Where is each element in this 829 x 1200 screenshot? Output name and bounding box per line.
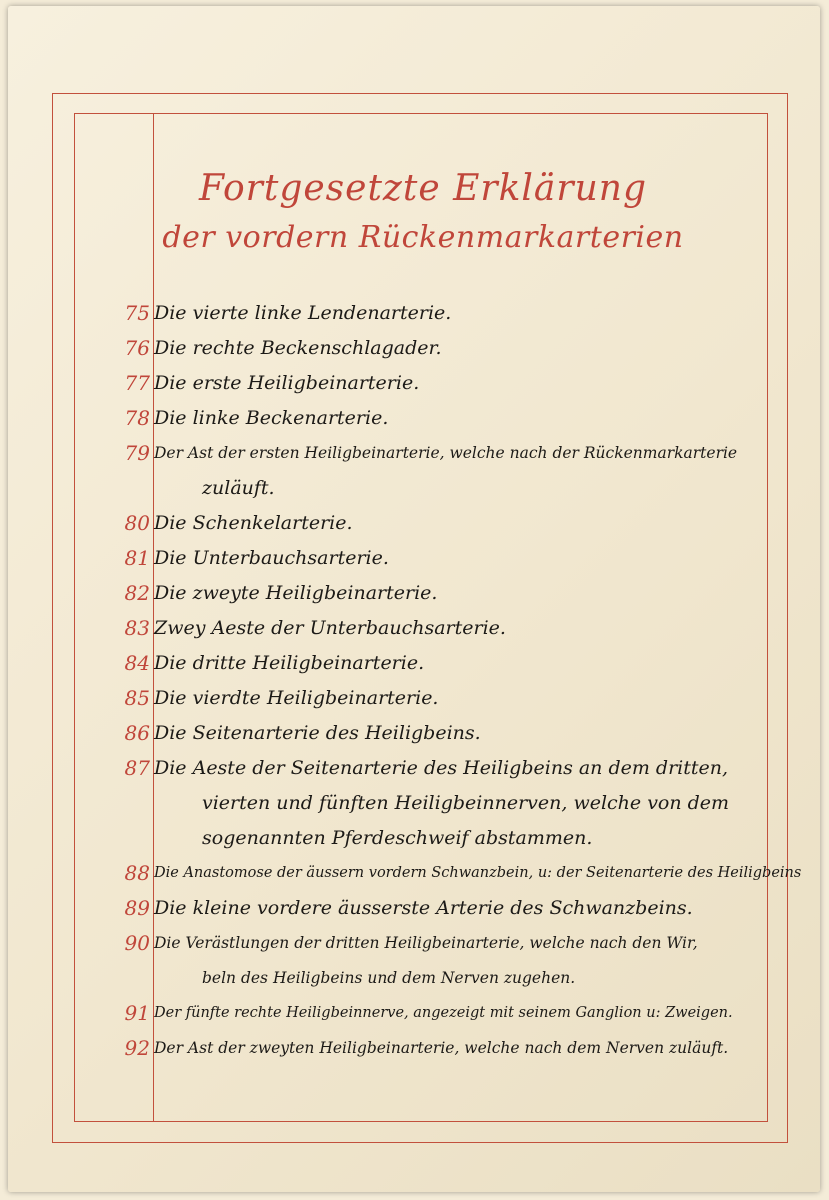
entry-text: Die rechte Beckenschlagader. bbox=[154, 337, 442, 359]
list-item bbox=[110, 401, 770, 436]
entry-text-continued: vierten und fünften Heiligbeinnerven, welche von dem bbox=[202, 792, 730, 814]
entry-text: Die Verästlungen der dritten Heiligbeinarterie, welche nach den Wir, bbox=[154, 934, 698, 952]
entry-number: 76 bbox=[124, 336, 150, 360]
list-item bbox=[110, 296, 770, 331]
list-item bbox=[110, 611, 770, 646]
entry-text-continued: sogenannten Pferdeschweif abstammen. bbox=[202, 827, 593, 849]
list-item bbox=[110, 751, 770, 856]
list-item bbox=[110, 856, 802, 891]
list-item bbox=[110, 331, 770, 366]
entry-text: Die dritte Heiligbeinarterie. bbox=[154, 652, 425, 674]
list-item bbox=[110, 926, 770, 996]
entry-number: 75 bbox=[124, 301, 150, 325]
entry-number: 87 bbox=[124, 756, 150, 780]
entry-text: Die Seitenarterie des Heiligbeins. bbox=[154, 722, 481, 744]
manuscript-page bbox=[8, 6, 820, 1192]
page-title: Fortgesetzte Erklärung bbox=[198, 168, 648, 209]
list-item bbox=[110, 646, 770, 681]
list-item bbox=[110, 1031, 770, 1066]
list-item bbox=[110, 576, 770, 611]
entry-number: 81 bbox=[124, 546, 150, 570]
entry-text: Die zweyte Heiligbeinarterie. bbox=[154, 582, 438, 604]
entry-text: Die erste Heiligbeinarterie. bbox=[154, 372, 420, 394]
entry-text: Die Aeste der Seitenarterie des Heiligbeins an dem dritten, bbox=[154, 757, 729, 779]
list-item bbox=[110, 366, 770, 401]
list-item bbox=[110, 996, 770, 1031]
list-item bbox=[110, 716, 770, 751]
entry-number: 77 bbox=[124, 371, 150, 395]
list-item bbox=[110, 506, 770, 541]
entry-text-continued: beln des Heiligbeins und dem Nerven zugehen. bbox=[202, 969, 576, 987]
entry-number: 78 bbox=[124, 406, 150, 430]
entry-text: Die Anastomose der äussern vordern Schwanzbein, u: der Seitenarterie des Heiligbeins bbox=[154, 865, 802, 881]
entry-number: 83 bbox=[124, 616, 150, 640]
entry-text-continued: zuläuft. bbox=[202, 477, 275, 499]
entry-number: 91 bbox=[124, 1001, 150, 1025]
entry-text: Die Schenkelarterie. bbox=[154, 512, 353, 534]
entry-text: Der fünfte rechte Heiligbeinnerve, angezeigt mit seinem Ganglion u: Zweigen. bbox=[154, 1005, 733, 1021]
entry-number: 88 bbox=[124, 861, 150, 885]
entry-text: Zwey Aeste der Unterbauchsarterie. bbox=[154, 617, 506, 639]
entry-text: Die vierte linke Lendenarterie. bbox=[154, 302, 452, 324]
list-item bbox=[110, 541, 770, 576]
entry-number: 89 bbox=[124, 896, 150, 920]
entry-text: Die Unterbauchsarterie. bbox=[154, 547, 389, 569]
page-subtitle: der vordern Rückenmarkarterien bbox=[162, 220, 684, 255]
entry-number: 85 bbox=[124, 686, 150, 710]
entry-text: Die linke Beckenarterie. bbox=[154, 407, 389, 429]
entry-number: 92 bbox=[124, 1036, 150, 1060]
entry-text: Die kleine vordere äusserste Arterie des Schwanzbeins. bbox=[154, 897, 693, 919]
entry-text: Die vierdte Heiligbeinarterie. bbox=[154, 687, 439, 709]
list-item bbox=[110, 891, 770, 926]
entry-text: Der Ast der zweyten Heiligbeinarterie, welche nach dem Nerven zuläuft. bbox=[154, 1039, 729, 1057]
entry-number: 82 bbox=[124, 581, 150, 605]
list-item bbox=[110, 436, 770, 506]
entry-number: 84 bbox=[124, 651, 150, 675]
entry-number: 80 bbox=[124, 511, 150, 535]
entry-number: 90 bbox=[124, 931, 150, 955]
entry-number: 79 bbox=[124, 441, 150, 465]
entry-list bbox=[110, 296, 802, 1066]
entry-text: Der Ast der ersten Heiligbeinarterie, welche nach der Rückenmarkarterie bbox=[154, 444, 738, 462]
list-item bbox=[110, 681, 770, 716]
entry-number: 86 bbox=[124, 721, 150, 745]
